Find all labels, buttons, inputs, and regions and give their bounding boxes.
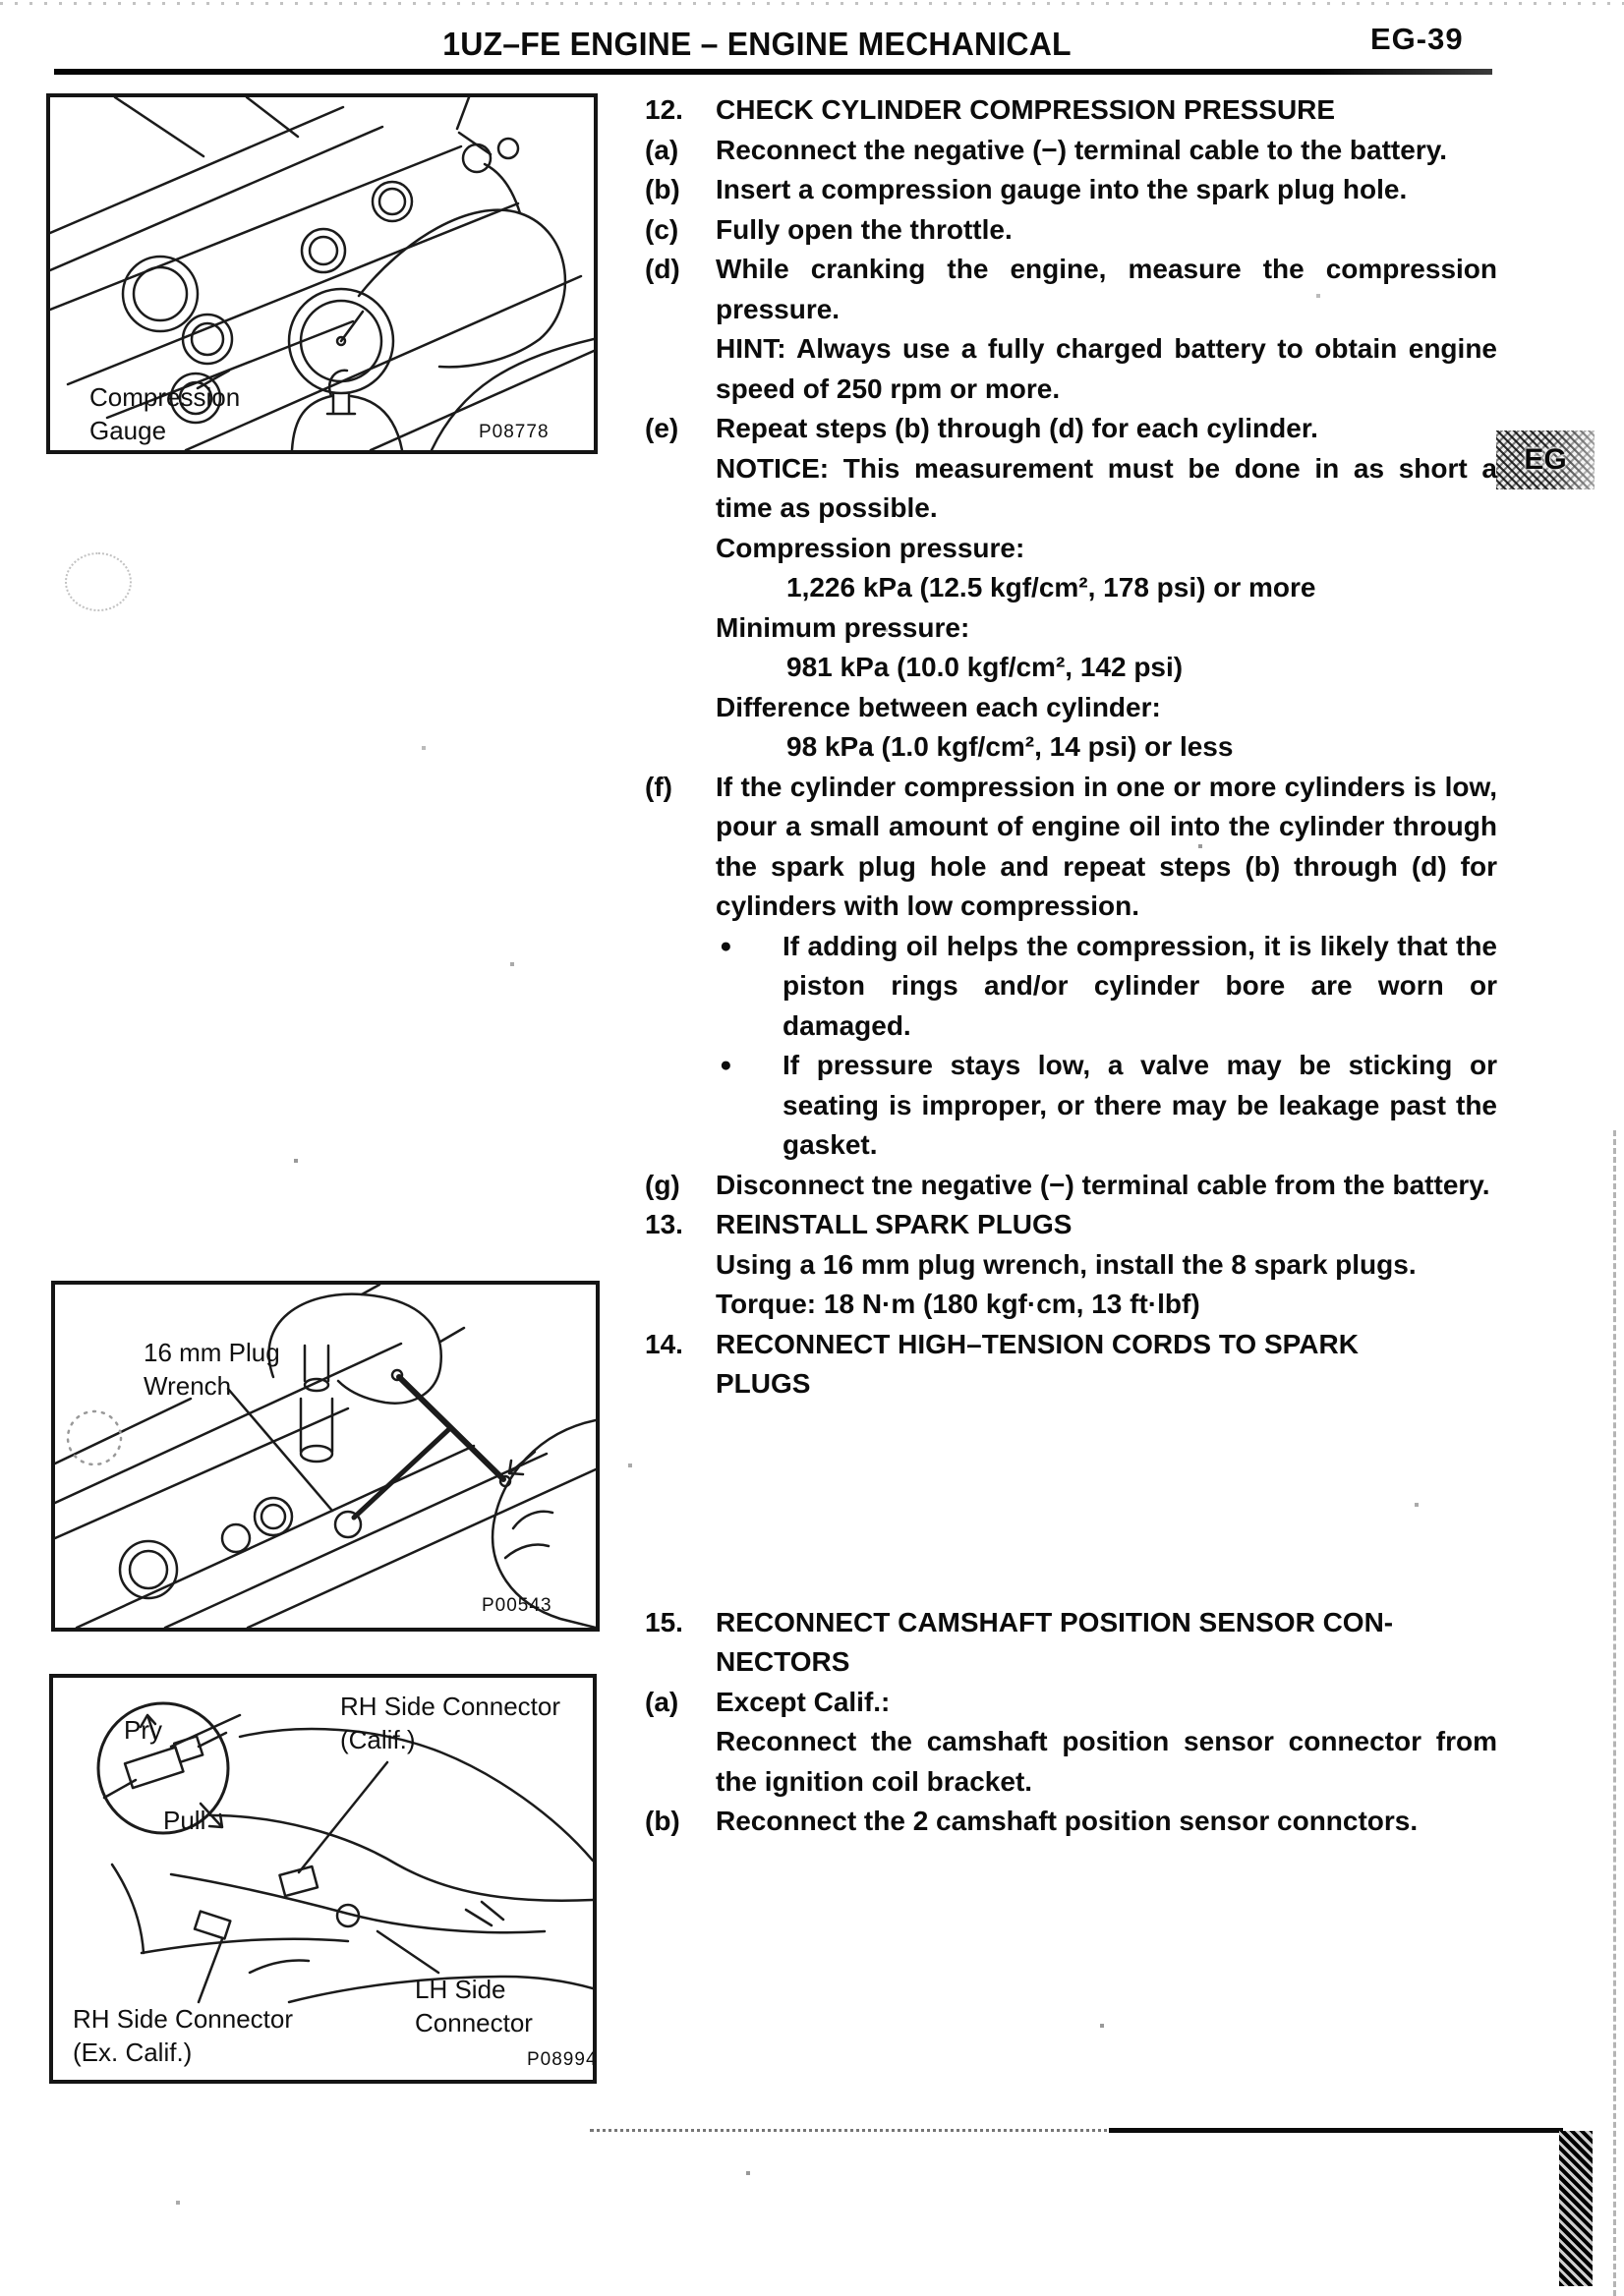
step-12g-label: (g): [645, 1169, 680, 1200]
section-13-torque: Torque: 18 N·m (180 kgf·cm, 13 ft·lbf): [716, 1289, 1200, 1319]
figure3-label-rh-ex-calif: [73, 2002, 293, 2069]
step-15b-label: (b): [645, 1806, 680, 1836]
figure3-label-pull: Pull: [163, 1806, 206, 1835]
step-15a: [645, 1683, 1497, 1723]
bullet-icon: ●: [720, 1054, 732, 1076]
figure2-caption-line2: Wrench: [144, 1371, 232, 1401]
step-15a-intro: Except Calif.:: [716, 1686, 891, 1717]
scan-speckles: [0, 0, 2, 2]
step-12c-label: (c): [645, 213, 679, 245]
step-12b-label: (b): [645, 174, 680, 204]
figure3-label-lh-side-line1: LH Side: [415, 1975, 506, 2004]
step-12d-hint: HINT: Always use a fully charged battery to obtain engine speed of 250 rpm or more.: [716, 333, 1497, 404]
figure-plug-wrench: [51, 1281, 600, 1632]
step-12g-text: Disconnect tne negative (−) terminal cable from the battery.: [716, 1169, 1490, 1200]
scan-noise-top: [0, 2, 1624, 5]
figure3-label-rh-ex-calif-line2: (Ex. Calif.): [73, 2038, 193, 2067]
section-14-title-line2: PLUGS: [716, 1368, 811, 1399]
header-rule: [54, 69, 1492, 75]
step-12a-text: Reconnect the negative (−) terminal cable to the battery.: [716, 134, 1447, 165]
figure2-photo-code: P00543: [482, 1595, 552, 1616]
section-14-number: 14.: [645, 1328, 683, 1359]
figure2-caption: [144, 1336, 280, 1403]
figure3-label-rh-ex-calif-line1: RH Side Connector: [73, 2004, 293, 2034]
step-15a-text: Reconnect the camshaft position sensor connector from the ignition coil bracket.: [716, 1726, 1497, 1797]
section-14-title-line1: RECONNECT HIGH–TENSION CORDS TO SPARK: [716, 1328, 1359, 1359]
section-13-title: REINSTALL SPARK PLUGS: [716, 1209, 1073, 1239]
figure3-label-lh-side: [415, 1973, 533, 2039]
figure-sensor-connectors: [49, 1674, 597, 2084]
figure1-photo-code: P08778: [479, 422, 550, 442]
step-12b: [645, 170, 1497, 210]
step-15b-text: Reconnect the 2 camshaft position sensor connctors.: [716, 1806, 1419, 1836]
figure3-label-rh-calif-line2: (Calif.): [340, 1725, 416, 1754]
figure1-caption: [89, 380, 240, 447]
bullet-icon: ●: [720, 934, 732, 957]
step-15b: [645, 1802, 1497, 1842]
figure2-caption-line1: 16 mm Plug: [144, 1338, 280, 1367]
step-12e-notice: NOTICE: This measurement must be done in as short a time as possible.: [716, 452, 1497, 523]
step-12b-text: Insert a compression gauge into the spark plug hole.: [716, 174, 1408, 204]
spec-compression-label: Compression pressure:: [716, 532, 1025, 563]
figure3-label-rh-calif-line1: RH Side Connector: [340, 1692, 560, 1721]
step-12f-bullet-1-text: If adding oil helps the compression, it is likely that the piston rings and/or cylinder bore are worn or damaged.: [783, 930, 1497, 1041]
figure3-photo-code: P08994: [527, 2049, 598, 2070]
step-12e: [645, 409, 1497, 449]
figure1-caption-line1: Compression: [89, 382, 241, 412]
section-15-title-line1: RECONNECT CAMSHAFT POSITION SENSOR CON-: [716, 1606, 1394, 1637]
section-15-heading: [645, 1603, 1497, 1683]
step-12d-label: (d): [645, 254, 680, 284]
section-12-heading: [645, 90, 1497, 131]
spec-minimum-label: Minimum pressure:: [716, 611, 970, 643]
scan-noise-circle: [65, 552, 132, 611]
section-15-title-line2: NECTORS: [716, 1646, 850, 1677]
spec-compression-value: 1,226 kPa (12.5 kgf/cm², 178 psi) or more: [786, 572, 1316, 603]
figure3-label-rh-calif: [340, 1690, 560, 1756]
figure3-label-lh-side-line2: Connector: [415, 2008, 533, 2038]
figure1-caption-line2: Gauge: [89, 416, 167, 445]
figure-compression-gauge: [46, 93, 598, 454]
step-12c-text: Fully open the throttle.: [716, 213, 1013, 245]
step-12e-label: (e): [645, 413, 679, 443]
step-12e-text: Repeat steps (b) through (d) for each cylinder.: [716, 413, 1318, 443]
section-15-title: [716, 1603, 1497, 1683]
step-12f-label: (f): [645, 771, 672, 802]
step-12f-bullet-2-text: If pressure stays low, a valve may be sticking or seating is improper, or there may be leakage past the gasket.: [783, 1050, 1497, 1160]
section-12-number: 12.: [645, 94, 683, 125]
step-12f: [645, 768, 1497, 927]
spec-minimum-value: 981 kPa (10.0 kgf/cm², 142 psi): [786, 652, 1184, 682]
step-12d-text: While cranking the engine, measure the compression pressure.: [716, 254, 1497, 324]
instruction-column: [645, 90, 1497, 1842]
step-12f-bullet-2: [716, 1046, 1497, 1166]
step-15a-label: (a): [645, 1686, 679, 1717]
step-12c: [645, 210, 1497, 251]
page-title: 1UZ–FE ENGINE – ENGINE MECHANICAL: [442, 26, 1072, 62]
step-12g: [645, 1166, 1497, 1206]
plug-wrench-illustration: [55, 1285, 596, 1628]
step-12d: [645, 250, 1497, 329]
section-tab: EG: [1496, 430, 1595, 489]
section-12-title: CHECK CYLINDER COMPRESSION PRESSURE: [716, 94, 1336, 125]
scan-noise-right-edge: [1613, 1130, 1616, 2296]
footer-binding-mark: [1559, 2131, 1593, 2286]
section-13-number: 13.: [645, 1209, 683, 1239]
step-12f-bullet-1: [716, 927, 1497, 1047]
footer-solid-line: [1109, 2128, 1563, 2133]
spec-difference-label: Difference between each cylinder:: [716, 691, 1161, 722]
step-12a-label: (a): [645, 134, 679, 165]
section-14-heading: [645, 1325, 1497, 1405]
section-13-body: Using a 16 mm plug wrench, install the 8 spark plugs.: [716, 1248, 1417, 1280]
step-12f-text: If the cylinder compression in one or more cylinders is low, pour a small amount of engine oil into the cylinder through the spark plug hole and repeat steps (b) through (d) for cylinders with low compression.: [716, 771, 1497, 921]
section-15-number: 15.: [645, 1606, 683, 1637]
page-number: EG-39: [1370, 22, 1464, 56]
figure3-label-pry: Pry: [124, 1715, 162, 1745]
spec-difference-value: 98 kPa (1.0 kgf/cm², 14 psi) or less: [786, 731, 1234, 762]
section-14-title: [716, 1325, 1497, 1405]
footer-dotted-line: [590, 2129, 1121, 2132]
section-13-heading: [645, 1205, 1497, 1245]
step-12a: [645, 131, 1497, 171]
